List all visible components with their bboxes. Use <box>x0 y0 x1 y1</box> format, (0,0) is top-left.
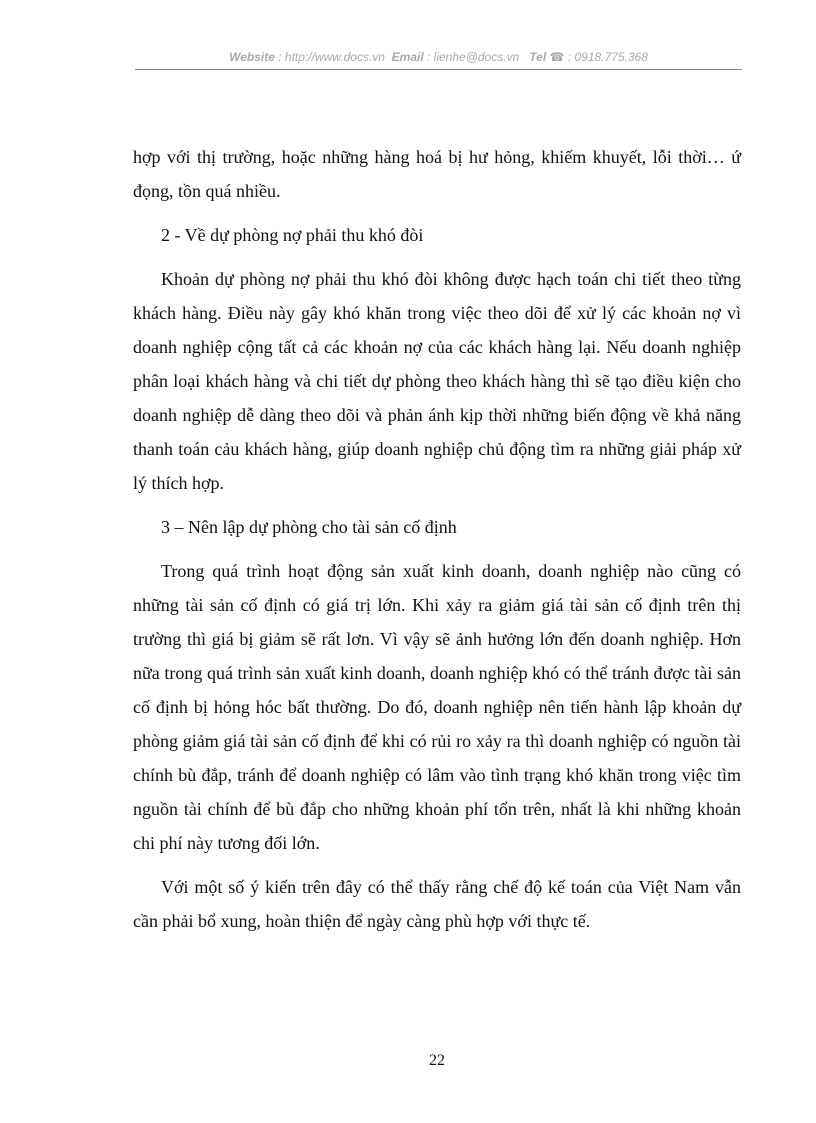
paragraph-bad-debt-provision: Khoản dự phòng nợ phải thu khó đòi không được hạch toán chi tiết theo từng khách hàng. Điều này gây khó khăn trong việc theo dõi để xử lý các khoản nợ vì doanh nghiệp cộng tất cả các khoản nợ của các khách hàng lại. Nếu doanh nghiệp phân loại khách hàng và chi tiết dự phòng theo khách hàng thì sẽ tạo điều kiện cho doanh nghiệp dễ dàng theo dõi và phản ánh kịp thời những biến động về khả năng thanh toán cảu khách hàng, giúp doanh nghiệp chủ động tìm ra những giải pháp xử lý thích hợp. <box>133 269 741 493</box>
header-divider <box>135 69 742 70</box>
website-separator: : <box>274 50 285 64</box>
page-header <box>135 50 742 64</box>
document-body <box>133 140 741 948</box>
email-separator: : <box>423 50 434 64</box>
tel-separator: : <box>564 50 575 64</box>
website-label: Website <box>229 50 275 64</box>
section-heading-2: 2 - Về dự phòng nợ phải thu khó đòi <box>161 225 424 245</box>
website-url[interactable]: http://www.docs.vn <box>284 50 385 64</box>
phone-icon: ☎ <box>549 50 565 64</box>
paragraph-fixed-asset-provision: Trong quá trình hoạt động sản xuất kinh doanh, doanh nghiệp nào cũng có những tài sản cố định có giá trị lớn. Khi xảy ra giảm giá tài sản cố định trên thị trường thì giá bị giảm sẽ rất lơn. Vì vậy sẽ ảnh hưởng lớn đến doanh nghiệp. Hơn nữa trong quá trình sản xuất kinh doanh, doanh nghiệp khó có thể tránh được tài sản cố định bị hỏng hóc bất thường. Do đó, doanh nghiệp nên tiến hành lập khoản dự phòng giảm giá tài sản cố định để khi có rủi ro xảy ra thì doanh nghiệp có nguồn tài chính bù đắp, tránh để doanh nghiệp có lâm vào tình trạng khó khăn trong việc tìm nguồn tài chính để bù đắp cho những khoản phí tổn trên, nhất là khi những khoản chi phí này tương đối lớn. <box>133 561 741 853</box>
phone-number: 0918.775.368 <box>574 50 648 64</box>
section-heading-3: 3 – Nên lập dự phòng cho tài sản cố định <box>161 517 457 537</box>
paragraph-continuation: hợp với thị trường, hoặc những hàng hoá bị hư hỏng, khiếm khuyết, lỗi thời… ứ đọng, tồn quá nhiều. <box>133 147 741 201</box>
page-number: 22 <box>429 1052 445 1069</box>
email-address[interactable]: lienhe@docs.vn <box>433 50 520 64</box>
tel-label: Tel <box>529 50 547 64</box>
paragraph-conclusion: Với một số ý kiến trên đây có thể thấy rằng chế độ kế toán của Việt Nam vẫn cần phải bổ xung, hoàn thiện để ngày càng phù hợp với thực tế. <box>133 877 741 931</box>
email-label: Email <box>391 50 424 64</box>
